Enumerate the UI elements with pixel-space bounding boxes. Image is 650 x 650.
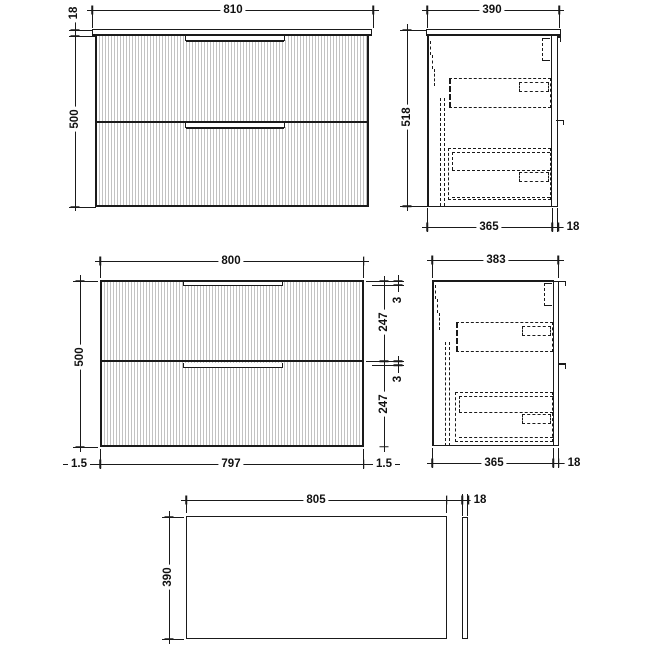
drawer-hidden-line <box>459 437 553 438</box>
dim-label-390: 390 <box>479 4 504 16</box>
worktop-side-edge <box>426 29 561 36</box>
handle-end-tick <box>282 363 283 367</box>
hanging-bracket <box>542 38 550 61</box>
handle-end-tick <box>284 123 285 128</box>
drawer-front-hidden-lines <box>440 98 445 206</box>
dim-label-500: 500 <box>69 106 81 131</box>
dimension-tick <box>394 364 403 366</box>
extension-line <box>462 494 463 516</box>
handle-end-tick <box>185 36 186 41</box>
extension-line <box>432 256 433 278</box>
extension-line <box>467 494 468 516</box>
extension-line <box>186 496 187 513</box>
dim-label-18: 18 <box>68 4 80 23</box>
dim-label-383: 383 <box>483 254 508 266</box>
drawer-hidden-line <box>452 152 453 170</box>
handle-end-tick <box>183 363 184 367</box>
drawer-runner-hidden <box>522 414 551 424</box>
dim-label-18: 18 <box>564 221 583 233</box>
dim-label-1.5: 1.5 <box>373 458 395 470</box>
back-panel-inner-line <box>553 281 554 445</box>
drawer-hidden-line <box>459 396 553 397</box>
extension-line <box>427 6 428 28</box>
extension-line <box>92 6 93 28</box>
handle-profile-dashed <box>437 299 438 313</box>
hanging-bracket <box>544 283 552 306</box>
wall-bracket-hook <box>565 364 567 369</box>
extension-line <box>73 447 98 448</box>
dimension-tick <box>71 29 80 31</box>
dimension-tick <box>394 360 403 362</box>
worktop-front-edge <box>92 29 372 36</box>
drawer-runner-hidden <box>519 82 549 92</box>
handle-profile-dashed <box>434 69 435 86</box>
dimension-line <box>384 276 385 452</box>
extension-line <box>69 207 96 208</box>
drawer-hidden-line <box>452 152 550 153</box>
drawer-hidden-line <box>452 170 550 171</box>
handle-profile-dashed <box>435 285 436 299</box>
wall-bracket-hook <box>565 281 567 286</box>
dim-label-518: 518 <box>401 104 413 129</box>
extension-line <box>373 6 374 28</box>
drawer-front-hidden-lines <box>445 342 450 446</box>
dim-label-18: 18 <box>565 457 584 469</box>
extension-line <box>559 6 560 28</box>
handle-end-tick <box>282 282 283 286</box>
handle-profile-dashed <box>439 313 440 330</box>
extension-line <box>432 448 433 468</box>
drawer-divider-line <box>100 360 364 362</box>
worktop-plan-outline <box>186 516 447 639</box>
handle-profile-dashed <box>430 41 431 55</box>
dim-label-18: 18 <box>471 494 490 506</box>
handle-end-tick <box>284 36 285 41</box>
drawer-hidden-line <box>459 396 460 412</box>
dimension-tick <box>380 446 389 448</box>
dim-label-797: 797 <box>218 458 243 470</box>
drawer-runner-hidden <box>522 326 551 336</box>
drawer-handle-line <box>183 367 283 368</box>
dim-label-3: 3 <box>392 373 404 385</box>
dim-label-3: 3 <box>392 294 404 306</box>
drawer-hidden-line <box>452 197 550 198</box>
back-panel-inner-line <box>551 36 552 206</box>
dim-label-247: 247 <box>378 391 390 416</box>
wall-bracket-hook <box>563 120 565 125</box>
extension-line <box>427 208 428 232</box>
dim-label-800: 800 <box>218 255 243 267</box>
dim-label-500: 500 <box>74 344 86 369</box>
dim-label-365: 365 <box>481 457 506 469</box>
dim-label-810: 810 <box>220 4 245 16</box>
drawer-hidden-line <box>459 412 553 413</box>
extension-line <box>557 208 558 232</box>
extension-line <box>162 517 184 518</box>
dim-label-365: 365 <box>476 221 501 233</box>
drawer-handle-line <box>183 285 283 286</box>
worktop-edge-strip <box>462 517 468 639</box>
extension-line <box>558 256 559 278</box>
extension-line <box>553 448 554 468</box>
extension-line <box>73 281 98 282</box>
extension-line <box>100 257 101 278</box>
extension-line <box>552 208 553 232</box>
dimension-tick <box>394 280 403 282</box>
dim-label-805: 805 <box>303 494 328 506</box>
extension-line <box>558 448 559 468</box>
cabinet-front-line <box>427 36 429 206</box>
extension-line <box>363 449 364 469</box>
cabinet-bottom-line <box>432 445 559 447</box>
handle-end-tick <box>183 282 184 286</box>
drawer-runner-hidden <box>519 172 549 182</box>
extension-line <box>363 257 364 278</box>
extension-line <box>400 206 427 207</box>
handle-profile-dashed <box>432 55 433 69</box>
extension-line <box>446 496 447 513</box>
dim-label-390: 390 <box>162 564 174 589</box>
handle-end-tick <box>185 123 186 128</box>
cabinet-front-line <box>432 280 434 446</box>
drawer-handle-line <box>186 127 284 129</box>
cabinet-bottom-line <box>427 206 558 208</box>
dim-label-247: 247 <box>378 309 390 334</box>
dim-label-1.5: 1.5 <box>68 458 90 470</box>
drawer-handle-line <box>186 40 284 42</box>
wall-bracket-hook <box>560 36 562 42</box>
extension-line <box>400 30 426 31</box>
cabinet-top-line <box>432 280 554 282</box>
extension-line <box>162 639 184 640</box>
extension-line <box>100 449 101 469</box>
dimension-tick <box>394 284 403 286</box>
